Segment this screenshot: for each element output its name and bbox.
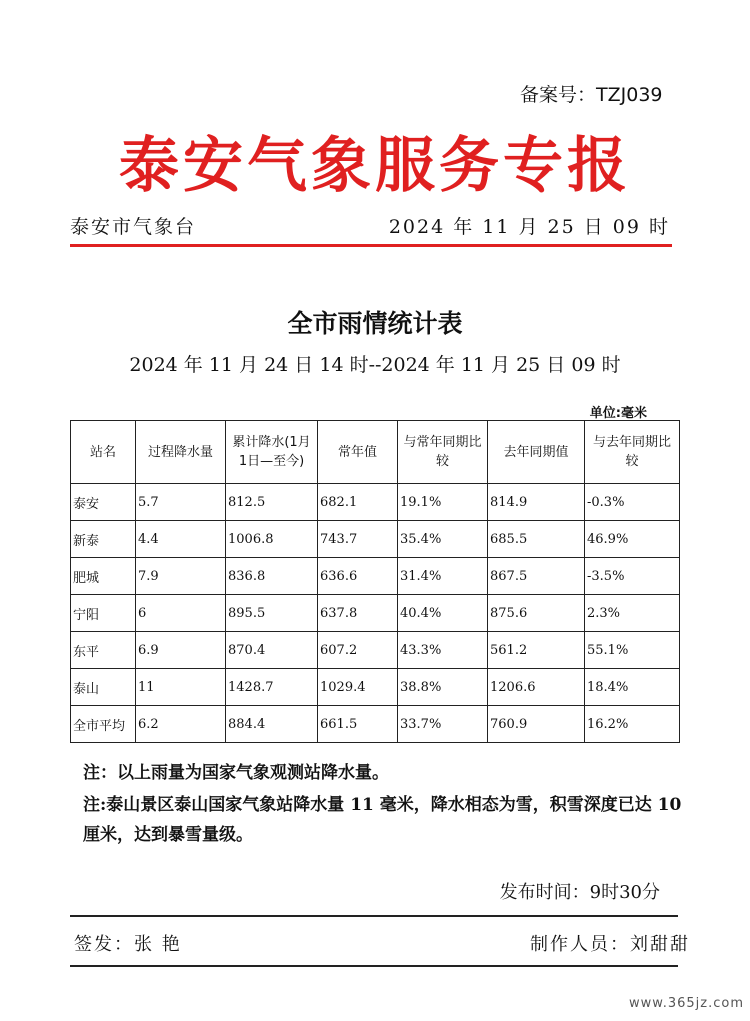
- station-name: 泰安: [71, 484, 136, 521]
- table-cell: 55.1%: [585, 632, 680, 669]
- column-header: 与常年同期比较: [398, 421, 488, 484]
- table-row: [71, 595, 680, 632]
- table-cell: 1428.7: [226, 669, 318, 706]
- note-taishan-snow: 注:泰山景区泰山国家气象站降水量 11 毫米，降水相态为雪，积雪深度已达 10 厘米，达到暴雪量级。: [83, 795, 682, 845]
- station-name: 宁阳: [71, 595, 136, 632]
- table-cell: 867.5: [488, 558, 585, 595]
- column-header: 过程降水量: [136, 421, 226, 484]
- footer-divider-bottom: [70, 965, 678, 967]
- station-name: 泰山: [71, 669, 136, 706]
- table-row: [71, 558, 680, 595]
- red-divider: [70, 244, 672, 247]
- table-cell: 682.1: [318, 484, 398, 521]
- station-name: 新泰: [71, 521, 136, 558]
- column-header: 与去年同期比较: [585, 421, 680, 484]
- signer: 签发：张 艳: [74, 934, 182, 955]
- table-title: 全市雨情统计表: [287, 309, 463, 338]
- table-cell: 5.7: [136, 484, 226, 521]
- table-cell: 35.4%: [398, 521, 488, 558]
- column-header: 去年同期值: [488, 421, 585, 484]
- table-cell: 40.4%: [398, 595, 488, 632]
- table-cell: 43.3%: [398, 632, 488, 669]
- issuer: 泰安市气象台: [70, 216, 197, 238]
- footer-divider-top: [70, 915, 678, 917]
- table-cell: 637.8: [318, 595, 398, 632]
- table-cell: 38.8%: [398, 669, 488, 706]
- table-row: [71, 706, 680, 743]
- table-cell: 685.5: [488, 521, 585, 558]
- table-cell: 607.2: [318, 632, 398, 669]
- station-name: 东平: [71, 632, 136, 669]
- table-cell: 870.4: [226, 632, 318, 669]
- rainfall-table: [70, 420, 680, 743]
- table-row: [71, 669, 680, 706]
- table-cell: -0.3%: [585, 484, 680, 521]
- table-cell: 812.5: [226, 484, 318, 521]
- station-name: 肥城: [71, 558, 136, 595]
- table-cell: 18.4%: [585, 669, 680, 706]
- table-row: [71, 484, 680, 521]
- station-name: 全市平均: [71, 706, 136, 743]
- notes: [83, 758, 693, 850]
- table-cell: 561.2: [488, 632, 585, 669]
- table-cell: 836.8: [226, 558, 318, 595]
- column-header: 常年值: [318, 421, 398, 484]
- table-cell: 7.9: [136, 558, 226, 595]
- table-cell: 814.9: [488, 484, 585, 521]
- table-cell: 661.5: [318, 706, 398, 743]
- note-station-source: 注：以上雨量为国家气象观测站降水量。: [83, 763, 389, 783]
- table-cell: 743.7: [318, 521, 398, 558]
- table-header-row: [71, 421, 680, 484]
- table-cell: 2.3%: [585, 595, 680, 632]
- table-cell: 16.2%: [585, 706, 680, 743]
- unit-label: 单位:毫米: [589, 406, 647, 421]
- table-row: [71, 632, 680, 669]
- table-cell: 31.4%: [398, 558, 488, 595]
- table-cell: 1206.6: [488, 669, 585, 706]
- table-cell: 19.1%: [398, 484, 488, 521]
- column-header: 累计降水(1月1日—至今): [226, 421, 318, 484]
- table-cell: 884.4: [226, 706, 318, 743]
- report-title: 泰安气象服务专报: [119, 131, 631, 201]
- record-number: 备案号：TZJ039: [520, 84, 663, 106]
- table-cell: 6.9: [136, 632, 226, 669]
- table-cell: 6.2: [136, 706, 226, 743]
- producer: 制作人员：刘甜甜: [530, 934, 690, 955]
- table-cell: 1029.4: [318, 669, 398, 706]
- issue-datetime: 2024 年 11 月 25 日 09 时: [388, 216, 670, 238]
- table-row: [71, 521, 680, 558]
- table-cell: 11: [136, 669, 226, 706]
- table-cell: 46.9%: [585, 521, 680, 558]
- table-cell: 4.4: [136, 521, 226, 558]
- table-cell: 636.6: [318, 558, 398, 595]
- statistics-period: 2024 年 11 月 24 日 14 时--2024 年 11 月 25 日 09 时: [129, 354, 621, 376]
- table-cell: -3.5%: [585, 558, 680, 595]
- table-cell: 6: [136, 595, 226, 632]
- release-time: 发布时间：9时30分: [499, 882, 660, 903]
- site-watermark: www.365jz.com: [629, 996, 744, 1011]
- column-header: 站名: [71, 421, 136, 484]
- table-cell: 895.5: [226, 595, 318, 632]
- table-cell: 33.7%: [398, 706, 488, 743]
- table-cell: 1006.8: [226, 521, 318, 558]
- table-cell: 760.9: [488, 706, 585, 743]
- table-cell: 875.6: [488, 595, 585, 632]
